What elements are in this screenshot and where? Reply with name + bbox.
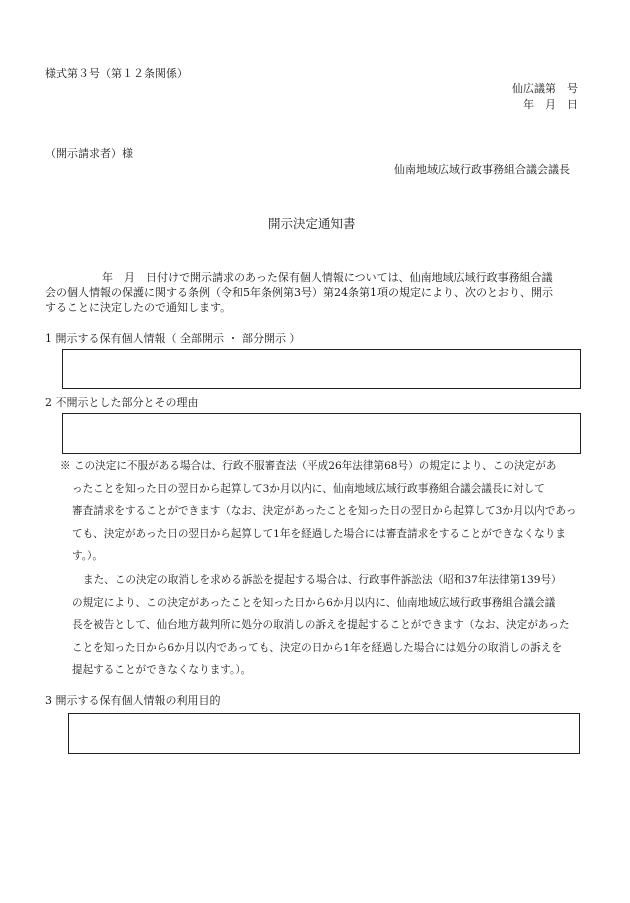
notice-line: ことを知った日から6か月以内であっても、決定の日から1年を経過した場合には処分の取消しの訴えを [72, 641, 563, 654]
page-title: 開示決定通知書 [268, 216, 356, 231]
notice-line: ったことを知った日の翌日から起算して3か月以内に、仙南地域広域行政事務組合議会議長に対して [72, 482, 545, 495]
notice-line: の規定により、この決定があったことを知った日から6か月以内に、仙南地域広域行政事務組合議会議 [72, 596, 556, 609]
lawsuit-notice [72, 569, 592, 682]
notice-line: す。）。 [72, 550, 103, 562]
notice-line: ても、決定があった日の翌日から起算して1年を経過した場合には審査請求をすることができなくなりま [72, 527, 566, 540]
section-2-input-box[interactable] [62, 413, 581, 454]
body-line: 年 月 日付けで開示請求のあった保有個人情報については、仙南地域広域行政事務組合議 [91, 271, 553, 284]
issuer-name: 仙南地域広域行政事務組合議会議長 [394, 163, 570, 176]
requester-name: （開示請求者）様 [45, 147, 133, 160]
body-line: 会の個人情報の保護に関する条例（令和5年条例第3号）第24条第1項の規定により、次のとおり、開示 [45, 286, 553, 299]
form-number: 様式第３号（第１２条関係） [45, 67, 188, 80]
section-2-label: 2 不開示とした部分とその理由 [45, 396, 199, 409]
notice-line: 長を被告として、仙台地方裁判所に処分の取消しの訴えを提起することができます（なお、決定があった [72, 619, 570, 631]
section-3-input-box[interactable] [68, 713, 580, 754]
notice-line: また、この決定の取消しを求める訴訟を提起する場合は、行政事件訴訟法（昭和37年法律第139号） [83, 574, 562, 586]
section-3-label: 3 開示する保有個人情報の利用目的 [45, 694, 221, 707]
document-date: 年 月 日 [523, 98, 578, 111]
notice-line: ※ この決定に不服がある場合は、行政不服審査法（平成26年法律第68号）の規定により、この決定があ [60, 460, 557, 472]
notice-line: 提起することができなくなります。）。 [72, 664, 252, 676]
appeal-notice [60, 455, 590, 568]
section-1-label: 1 開示する保有個人情報（ 全部開示 ・ 部分開示 ） [45, 332, 301, 345]
body-line: することに決定したので通知します。 [45, 301, 232, 314]
section-1-input-box[interactable] [62, 349, 581, 389]
body-paragraph [45, 270, 590, 315]
notice-line: 審査請求をすることができます（なお、決定があったことを知った日の翌日から起算して3か月以内であっ [72, 505, 577, 517]
document-number: 仙広議第 号 [512, 82, 578, 95]
